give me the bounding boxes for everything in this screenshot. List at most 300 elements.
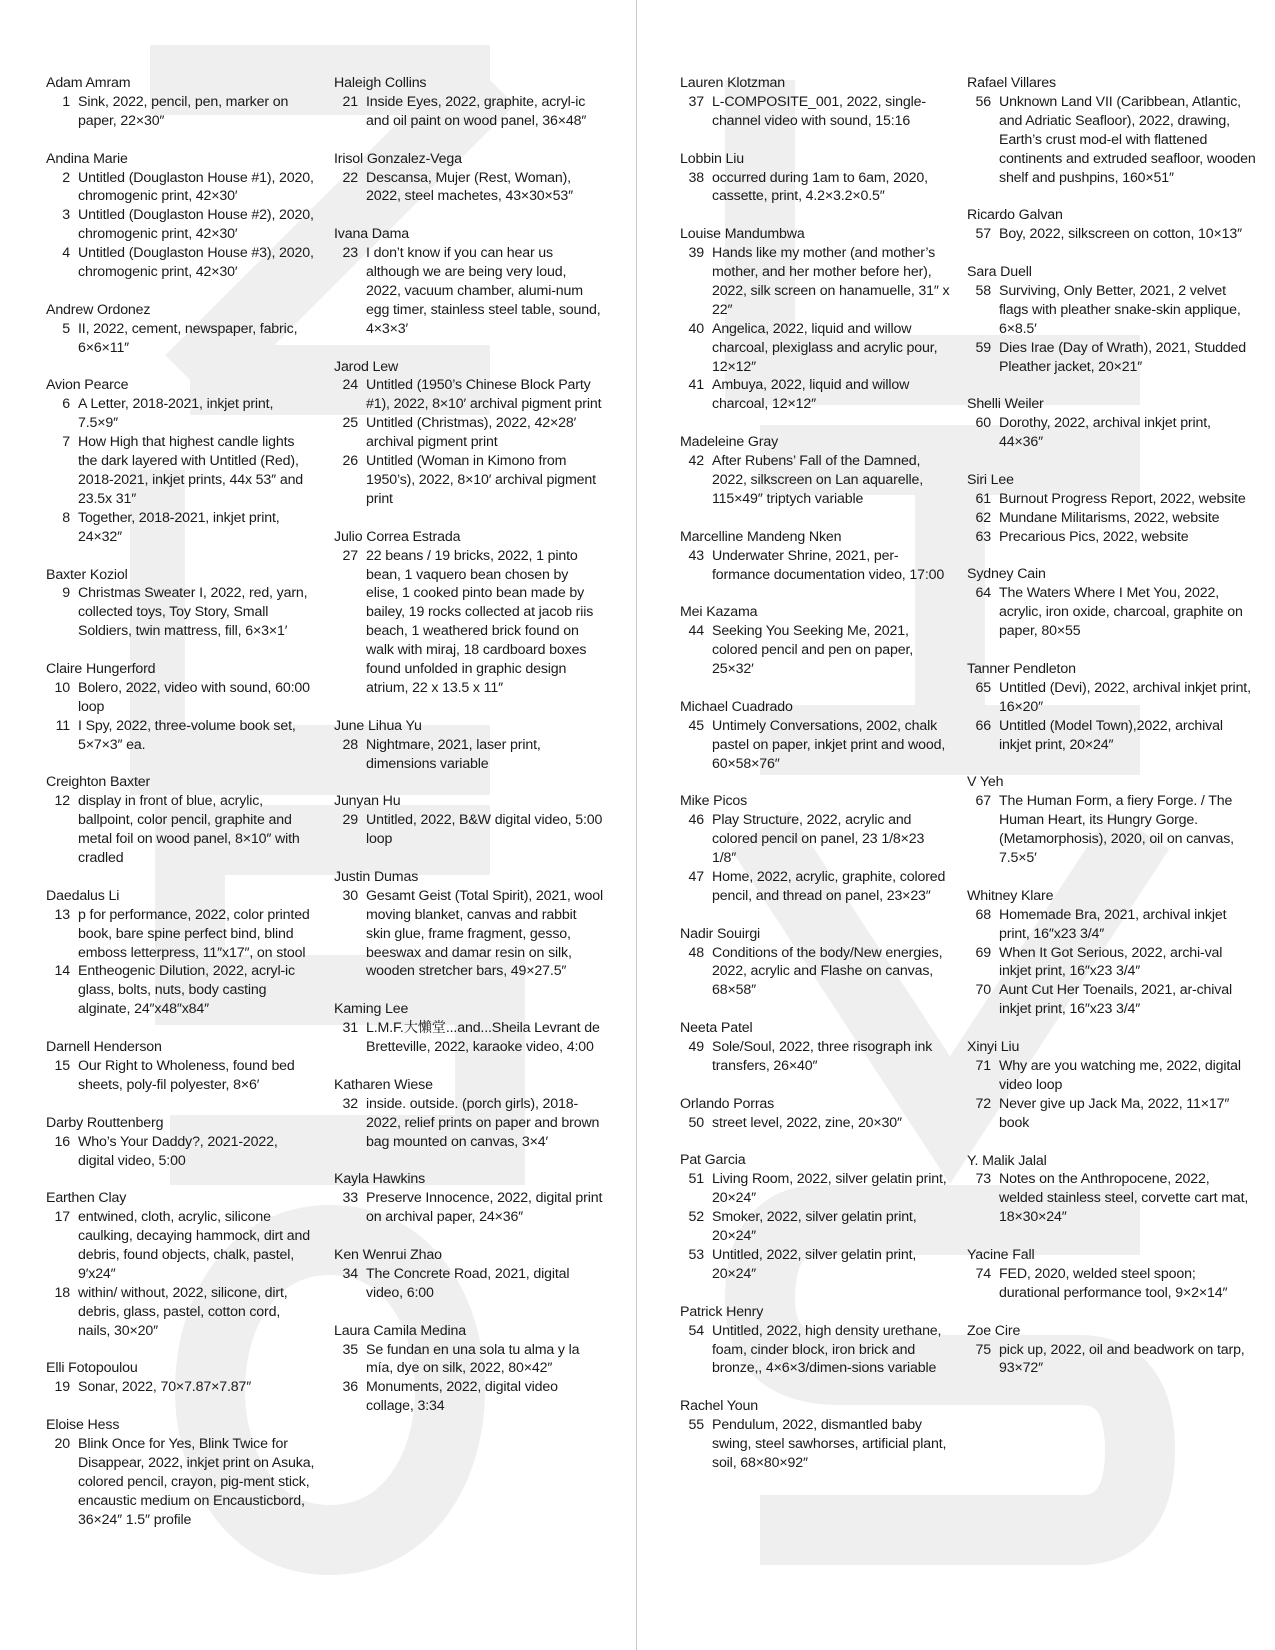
artist-name: Irisol Gonzalez-Vega	[334, 150, 462, 167]
artwork-number: 59	[975, 339, 991, 356]
artwork-item	[680, 811, 950, 868]
artist-entry	[334, 868, 604, 981]
artwork-item	[680, 868, 950, 906]
artist-name: Ken Wenrui Zhao	[334, 1247, 442, 1264]
artist-entry	[334, 225, 604, 338]
artist-entry	[334, 1076, 604, 1152]
artwork-description: display in front of blue, acrylic, ballpoint, color pencil, graphite and metal foil on wood panel, 8×10″ with cradled	[78, 793, 300, 867]
artist-name: Haleigh Collins	[334, 75, 427, 91]
artist-entry	[680, 433, 950, 509]
artwork-description: FED, 2020, welded steel spoon; durational performance tool, 9×2×14″	[999, 1265, 1228, 1301]
artwork-number: 32	[342, 1095, 358, 1112]
artist-entry	[967, 395, 1257, 452]
artwork-description: Untitled (Douglaston House #3), 2020, chromogenic print, 42×30′	[78, 245, 314, 281]
artwork-item	[46, 1284, 316, 1341]
artwork-description: Se fundan en una sola tu alma y la mía, dye on silk, 2022, 80×42″	[366, 1341, 580, 1377]
artwork-item	[967, 792, 1257, 868]
artist-name: Avion Pearce	[46, 377, 129, 394]
artwork-description: Underwater Shrine, 2021, per-formance documentation video, 17:00	[712, 547, 945, 583]
artwork-description: Untitled (1950’s Chinese Block Party #1), 2022, 8×10′ archival pigment print	[366, 377, 602, 413]
artwork-description: Sonar, 2022, 70×7.87×7.87″	[78, 1379, 252, 1396]
artwork-number: 52	[688, 1209, 704, 1226]
artist-name: Mei Kazama	[680, 604, 758, 621]
artwork-item	[967, 509, 1257, 528]
artist-entry	[680, 1095, 950, 1133]
artist-entry	[334, 1000, 604, 1057]
artist-name: Justin Dumas	[334, 868, 419, 885]
artwork-item	[967, 414, 1257, 452]
artist-name: Eloise Hess	[46, 1417, 120, 1434]
artist-entry	[334, 1170, 604, 1227]
artwork-item	[46, 584, 316, 641]
artwork-item	[967, 282, 1257, 339]
artwork-number: 9	[62, 585, 70, 602]
artist-name: Yacine Fall	[967, 1247, 1035, 1264]
artwork-number: 40	[688, 320, 704, 337]
artist-entry	[967, 471, 1257, 547]
artwork-item	[680, 547, 950, 585]
artwork-description: Why are you watching me, 2022, digital video loop	[999, 1057, 1241, 1093]
artwork-number: 49	[688, 1039, 704, 1056]
artwork-description: Inside Eyes, 2022, graphite, acryl-ic and oil paint on wood panel, 36×48″	[366, 93, 587, 129]
artwork-number: 7	[62, 434, 70, 451]
artwork-description: Unknown Land VII (Caribbean, Atlantic, and Adriatic Seafloor), 2022, drawing, Earth’s crust mod-el with flattened continents and extruded seafloor, wooden shelf and pushpins, 160×51″	[999, 93, 1256, 186]
artwork-number: 23	[342, 245, 358, 262]
artwork-number: 71	[975, 1057, 991, 1074]
artwork-description: Burnout Progress Report, 2022, website	[999, 490, 1246, 507]
artist-entry	[680, 150, 950, 207]
artwork-item	[334, 547, 604, 698]
artwork-description: Our Right to Wholeness, found bed sheets, poly-fil polyester, 8×6′	[78, 1058, 295, 1093]
artwork-number: 20	[54, 1436, 70, 1453]
artwork-description: After Rubens’ Fall of the Damned, 2022, silkscreen on Lan aquarelle, 115×49″ triptych variable	[712, 453, 924, 507]
artwork-item	[334, 1019, 604, 1057]
artwork-item	[680, 169, 950, 207]
artwork-description: Home, 2022, acrylic, graphite, colored pencil, and thread on panel, 23×23″	[712, 868, 946, 904]
artwork-number: 38	[688, 169, 704, 186]
artwork-description: Homemade Bra, 2021, archival inkjet print, 16″x23 3/4″	[999, 906, 1227, 942]
artist-name: Andina Marie	[46, 150, 128, 167]
artist-name: Elli Fotopoulou	[46, 1360, 138, 1377]
artwork-item	[334, 1095, 604, 1152]
artwork-description: The Concrete Road, 2021, digital video, 6:00	[366, 1265, 570, 1301]
artwork-number: 54	[688, 1322, 704, 1339]
artist-entry	[334, 150, 604, 207]
artist-entry	[967, 887, 1257, 1019]
artwork-item	[46, 244, 316, 282]
artwork-description: Who’s Your Daddy?, 2021-2022, digital video, 5:00	[78, 1133, 278, 1169]
artwork-number: 36	[342, 1379, 358, 1396]
artwork-number: 6	[62, 396, 70, 413]
artwork-number: 43	[688, 547, 704, 564]
artwork-number: 61	[975, 490, 991, 507]
artwork-item	[46, 395, 316, 433]
artist-entry	[967, 1038, 1257, 1133]
artwork-description: Aunt Cut Her Toenails, 2021, ar-chival inkjet print, 16″x23 3/4″	[999, 982, 1232, 1018]
artwork-number: 57	[975, 226, 991, 243]
artwork-description: street level, 2022, zine, 20×30″	[712, 1114, 902, 1131]
artist-name: Jarod Lew	[334, 358, 399, 375]
artist-name: Lobbin Liu	[680, 150, 744, 167]
page-divider	[636, 0, 637, 1650]
artist-entry	[46, 1038, 316, 1095]
artist-name: Katharen Wiese	[334, 1076, 433, 1093]
artwork-item	[680, 376, 950, 414]
artist-name: Claire Hungerford	[46, 661, 156, 678]
artwork-number: 11	[55, 717, 70, 734]
artwork-item	[967, 93, 1257, 188]
artwork-number: 14	[54, 963, 70, 980]
artwork-number: 1	[62, 93, 70, 110]
artwork-number: 62	[975, 509, 991, 526]
artwork-item	[967, 679, 1257, 717]
artwork-description: p for performance, 2022, color printed book, bare spine perfect bind, blind emboss letterpress, 11″x17″, on stool	[78, 906, 310, 961]
artist-name: Kaming Lee	[334, 1001, 409, 1018]
artwork-description: Blink Once for Yes, Blink Twice for Disappear, 2022, inkjet print on Asuka, colored pencil, crayon, pig-ment stick, encaustic medium on Encausticbord, 36×24″ 1.5″ profile	[78, 1436, 315, 1528]
artwork-number: 55	[688, 1417, 704, 1434]
artwork-number: 41	[688, 377, 704, 394]
artwork-item	[680, 944, 950, 1001]
artwork-description: Untimely Conversations, 2002, chalk pastel on paper, inkjet print and wood, 60×58×76″	[712, 717, 946, 772]
artwork-item	[680, 1416, 950, 1473]
artist-entry	[334, 1322, 604, 1417]
artist-entry	[967, 74, 1257, 187]
artwork-description: Untitled (Douglaston House #2), 2020, chromogenic print, 42×30′	[78, 207, 314, 243]
artist-entry	[967, 1322, 1257, 1379]
artist-name: Madeleine Gray	[680, 434, 779, 451]
artwork-item	[46, 509, 316, 547]
artwork-item	[334, 1341, 604, 1379]
artwork-item	[46, 679, 316, 717]
artwork-description: Ambuya, 2022, liquid and willow charcoal, 12×12″	[712, 377, 910, 413]
artist-name: Louise Mandumbwa	[680, 226, 805, 243]
artwork-number: 47	[688, 868, 704, 885]
artwork-description: Untitled (Douglaston House #1), 2020, chromogenic print, 42×30′	[78, 169, 314, 205]
artwork-number: 60	[975, 415, 991, 432]
artist-name: Sara Duell	[967, 264, 1032, 281]
artist-name: Julio Correa Estrada	[334, 528, 461, 545]
column-4	[967, 74, 1257, 1397]
artwork-item	[46, 433, 316, 509]
artwork-description: I Spy, 2022, three-volume book set, 5×7×3″ ea.	[78, 717, 296, 753]
artwork-number: 39	[688, 245, 704, 262]
artwork-number: 67	[975, 793, 991, 810]
artwork-number: 15	[54, 1058, 70, 1074]
artist-entry	[334, 1246, 604, 1303]
artwork-number: 69	[975, 944, 991, 961]
artist-name: Michael Cuadrado	[680, 698, 793, 715]
artwork-item	[967, 944, 1257, 982]
artist-name: Laura Camila Medina	[334, 1322, 467, 1339]
artwork-description: The Waters Where I Met You, 2022, acrylic, iron oxide, charcoal, graphite on paper, 80×55	[999, 585, 1243, 640]
artwork-item	[967, 717, 1257, 755]
artwork-item	[334, 736, 604, 774]
artwork-number: 27	[342, 547, 358, 564]
artwork-item	[967, 1265, 1257, 1303]
artwork-description: Conditions of the body/New energies, 2022, acrylic and Flashe on canvas, 68×58″	[712, 944, 943, 999]
artwork-number: 58	[975, 282, 991, 299]
artwork-number: 35	[342, 1341, 358, 1358]
artwork-number: 18	[54, 1284, 70, 1301]
artwork-description: The Human Form, a fiery Forge. / The Human Heart, its Hungry Gorge. (Metamorphosis), 2020, oil on canvas, 7.5×5′	[999, 793, 1234, 867]
artwork-description: Surviving, Only Better, 2021, 2 velvet flags with pleather snake-skin applique, 6×8.5′	[999, 282, 1241, 337]
artwork-item	[334, 1265, 604, 1303]
artwork-number: 19	[54, 1379, 70, 1396]
artwork-description: Untitled (Christmas), 2022, 42×28′ archival pigment print	[366, 415, 577, 451]
artist-entry	[46, 1114, 316, 1171]
artwork-description: Untitled, 2022, silver gelatin print, 20×24″	[712, 1247, 917, 1282]
artwork-description: Smoker, 2022, silver gelatin print, 20×24″	[712, 1209, 917, 1245]
artist-entry	[680, 1397, 950, 1473]
artist-entry	[680, 528, 950, 585]
artist-name: Tanner Pendleton	[967, 661, 1076, 677]
artwork-number: 50	[688, 1114, 704, 1131]
artwork-item	[680, 1322, 950, 1379]
artwork-item	[46, 169, 316, 207]
artist-entry	[46, 1416, 316, 1529]
artist-entry	[680, 698, 950, 774]
artwork-item	[680, 1246, 950, 1284]
artwork-item	[334, 376, 604, 414]
artwork-number: 2	[62, 169, 70, 186]
artwork-description: Bolero, 2022, video with sound, 60:00 loop	[78, 679, 310, 715]
artwork-item	[46, 1133, 316, 1171]
artwork-description: Monuments, 2022, digital video collage, 3:34	[366, 1379, 558, 1415]
artwork-number: 63	[975, 528, 991, 545]
artist-name: Xinyi Liu	[967, 1039, 1020, 1056]
artist-name: Adam Amram	[46, 75, 131, 91]
artwork-number: 53	[688, 1247, 704, 1264]
artwork-item	[46, 1435, 316, 1530]
artwork-number: 70	[975, 982, 991, 999]
artwork-number: 29	[342, 812, 358, 829]
artist-entry	[680, 225, 950, 414]
artist-name: Nadir Souirgi	[680, 925, 761, 942]
artwork-item	[967, 981, 1257, 1019]
artwork-item	[334, 244, 604, 339]
artwork-item	[334, 1378, 604, 1416]
artwork-number: 10	[54, 679, 70, 696]
artist-name: Darby Routtenberg	[46, 1114, 164, 1131]
artwork-item	[334, 452, 604, 509]
artwork-item	[46, 1378, 316, 1397]
artwork-description: Dies Irae (Day of Wrath), 2021, Studded Pleather jacket, 20×21″	[999, 339, 1247, 375]
artist-name: Patrick Henry	[680, 1303, 764, 1320]
artwork-number: 3	[62, 207, 70, 224]
artwork-description: Untitled, 2022, B&W digital video, 5:00 loop	[366, 812, 603, 848]
artwork-number: 4	[62, 245, 70, 262]
artwork-number: 13	[54, 906, 70, 923]
artwork-number: 17	[54, 1209, 70, 1226]
artwork-description: Boy, 2022, silkscreen on cotton, 10×13″	[999, 226, 1243, 243]
artwork-item	[967, 490, 1257, 509]
artist-entry	[46, 150, 316, 282]
artwork-item	[967, 339, 1257, 377]
artwork-description: I don’t know if you can hear us although we are being very loud, 2022, vacuum chamber, alumi-num egg timer, stainless steel table, sound, 4×3×3′	[366, 245, 601, 337]
artwork-number: 75	[975, 1341, 991, 1358]
artwork-number: 24	[342, 377, 358, 394]
artist-entry	[46, 773, 316, 868]
artwork-description: Untitled (Model Town),2022, archival inkjet print, 20×24″	[999, 717, 1223, 753]
artist-entry	[46, 376, 316, 546]
artwork-number: 21	[342, 93, 358, 110]
artist-name: Zoe Cire	[967, 1322, 1021, 1339]
artwork-item	[46, 962, 316, 1019]
artwork-description: Precarious Pics, 2022, website	[999, 528, 1189, 545]
artwork-number: 42	[688, 453, 704, 470]
artwork-description: Untitled, 2022, high density urethane, foam, cinder block, iron brick and bronze,, 4×6×3/dimen-sions variable	[712, 1322, 942, 1377]
artwork-description: Christmas Sweater I, 2022, red, yarn, collected toys, Toy Story, Small Soldiers, twin mattress, fill, 6×3×1′	[78, 585, 308, 640]
artist-entry	[334, 528, 604, 698]
artist-entry	[967, 773, 1257, 868]
artwork-description: within/ without, 2022, silicone, dirt, debris, glass, pastel, cotton cord, nails, 30×20″	[78, 1284, 288, 1339]
artwork-description: Descansa, Mujer (Rest, Woman), 2022, steel machetes, 43×30×53″	[366, 169, 574, 205]
artwork-item	[967, 528, 1257, 547]
artwork-description: Together, 2018-2021, inkjet print, 24×32″	[78, 509, 280, 545]
artwork-description: pick up, 2022, oil and beadwork on tarp, 93×72″	[999, 1341, 1245, 1377]
artwork-description: Hands like my mother (and mother’s mother, and her mother before her), 2022, silk screen on hanamuelle, 31″ x 22″	[712, 245, 950, 318]
artwork-number: 74	[975, 1265, 991, 1282]
artwork-item	[967, 1095, 1257, 1133]
artist-entry	[680, 1151, 950, 1283]
artwork-item	[680, 93, 950, 131]
artwork-number: 8	[62, 509, 70, 526]
artwork-item	[334, 414, 604, 452]
artwork-number: 46	[688, 812, 704, 829]
artist-name: Shelli Weiler	[967, 396, 1044, 413]
artwork-number: 44	[688, 623, 704, 640]
artist-entry	[680, 1019, 950, 1076]
artwork-number: 64	[975, 585, 991, 602]
artwork-item	[680, 452, 950, 509]
artwork-item	[680, 622, 950, 679]
artist-name: Kayla Hawkins	[334, 1171, 426, 1188]
artist-name: Whitney Klare	[967, 887, 1054, 904]
artwork-item	[46, 206, 316, 244]
artwork-description: entwined, cloth, acrylic, silicone caulking, decaying hammock, dirt and debris, found objects, chalk, pastel, 9′x24″	[78, 1209, 310, 1282]
artist-entry	[46, 566, 316, 642]
artwork-item	[46, 1208, 316, 1284]
artwork-description: Never give up Jack Ma, 2022, 11×17″ book	[999, 1095, 1230, 1131]
artwork-item	[334, 811, 604, 849]
column-1	[46, 74, 316, 1548]
artwork-description: A Letter, 2018-2021, inkjet print, 7.5×9″	[78, 396, 274, 432]
artwork-number: 45	[688, 717, 704, 734]
artist-name: Junyan Hu	[334, 793, 401, 810]
artist-entry	[46, 1359, 316, 1397]
artwork-number: 16	[54, 1133, 70, 1150]
column-3	[680, 74, 950, 1492]
artist-entry	[46, 301, 316, 358]
artist-name: V Yeh	[967, 774, 1004, 791]
artist-name: Darnell Henderson	[46, 1039, 162, 1056]
artwork-description: Notes on the Anthropocene, 2022, welded stainless steel, corvette cart mat, 18×30×24″	[999, 1171, 1249, 1226]
artist-name: Baxter Koziol	[46, 566, 128, 583]
artist-entry	[967, 263, 1257, 376]
artwork-description: Untitled (Devi), 2022, archival inkjet print, 16×20″	[999, 679, 1251, 715]
artwork-number: 12	[54, 793, 70, 810]
artwork-number: 65	[975, 679, 991, 696]
artist-name: Y. Malik Jalal	[967, 1152, 1047, 1169]
artwork-number: 31	[342, 1020, 358, 1037]
artist-name: Ricardo Galvan	[967, 207, 1063, 224]
artwork-item	[967, 1341, 1257, 1379]
artwork-item	[680, 1208, 950, 1246]
artist-entry	[967, 206, 1257, 244]
artwork-item	[334, 93, 604, 131]
artwork-number: 33	[342, 1190, 358, 1207]
artist-entry	[967, 565, 1257, 641]
artwork-description: Living Room, 2022, silver gelatin print, 20×24″	[712, 1171, 947, 1207]
artwork-item	[680, 1038, 950, 1076]
artist-entry	[967, 660, 1257, 755]
artwork-description: Seeking You Seeking Me, 2021, colored pencil and pen on paper, 25×32′	[712, 623, 914, 678]
column-2	[334, 74, 604, 1435]
artwork-description: L-COMPOSITE_001, 2022, single-channel video with sound, 15:16	[712, 93, 926, 129]
artwork-description: Angelica, 2022, liquid and willow charcoal, plexiglass and acrylic pour, 12×12″	[712, 320, 938, 375]
artist-entry	[334, 717, 604, 774]
artist-entry	[680, 1303, 950, 1379]
artwork-number: 66	[975, 717, 991, 734]
artwork-description: Mundane Militarisms, 2022, website	[999, 509, 1220, 526]
artwork-number: 5	[62, 320, 70, 337]
artwork-item	[46, 906, 316, 963]
artist-entry	[680, 603, 950, 679]
artwork-description: Untitled (Woman in Kimono from 1950’s), 2022, 8×10′ archival pigment print	[366, 453, 596, 507]
artist-name: Neeta Patel	[680, 1020, 753, 1037]
artwork-number: 25	[342, 415, 358, 432]
artwork-number: 28	[342, 736, 358, 753]
artist-name: Marcelline Mandeng Nken	[680, 528, 842, 545]
artwork-description: inside. outside. (porch girls), 2018-2022, relief prints on paper and brown bag mounted on canvas, 3×4′	[366, 1095, 600, 1150]
artist-name: Earthen Clay	[46, 1190, 127, 1207]
artwork-number: 26	[342, 453, 358, 470]
artwork-item	[680, 717, 950, 774]
artwork-item	[967, 225, 1257, 244]
artwork-number: 37	[688, 93, 704, 110]
artist-name: Pat Garcia	[680, 1152, 746, 1169]
artist-entry	[46, 660, 316, 755]
artwork-number: 73	[975, 1171, 991, 1188]
artist-name: Orlando Porras	[680, 1095, 775, 1112]
artwork-description: Nightmare, 2021, laser print, dimensions variable	[366, 736, 541, 772]
artwork-number: 30	[342, 887, 358, 904]
artwork-item	[967, 1170, 1257, 1227]
artwork-description: occurred during 1am to 6am, 2020, cassette, print, 4.2×3.2×0.5″	[712, 169, 928, 205]
artist-name: Rafael Villares	[967, 75, 1056, 91]
artist-name: Lauren Klotzman	[680, 75, 786, 91]
artist-entry	[680, 925, 950, 1001]
artwork-item	[967, 584, 1257, 641]
artist-name: Andrew Ordonez	[46, 301, 151, 318]
artwork-description: How High that highest candle lights the dark layered with Untitled (Red), 2018-2021, inkjet prints, 44x 53″ and 23.5x 31″	[78, 434, 304, 507]
artwork-item	[46, 717, 316, 755]
artwork-description: II, 2022, cement, newspaper, fabric, 6×6×11″	[78, 320, 298, 356]
artwork-description: Preserve Innocence, 2022, digital print on archival paper, 24×36″	[366, 1190, 603, 1226]
artwork-description: Sink, 2022, pencil, pen, marker on paper, 22×30″	[78, 93, 289, 129]
artwork-item	[334, 887, 604, 982]
artwork-description: Play Structure, 2022, acrylic and colored pencil on panel, 23 1/8×23 1/8″	[712, 812, 925, 867]
artwork-item	[680, 1114, 950, 1133]
artist-entry	[334, 358, 604, 509]
artwork-item	[46, 792, 316, 868]
artwork-number: 72	[975, 1095, 991, 1112]
artist-name: Sydney Cain	[967, 566, 1046, 583]
artist-name: Rachel Youn	[680, 1398, 759, 1415]
artist-name: Daedalus Li	[46, 887, 120, 904]
artwork-description: Dorothy, 2022, archival inkjet print, 44×36″	[999, 415, 1211, 451]
artist-entry	[46, 887, 316, 1019]
